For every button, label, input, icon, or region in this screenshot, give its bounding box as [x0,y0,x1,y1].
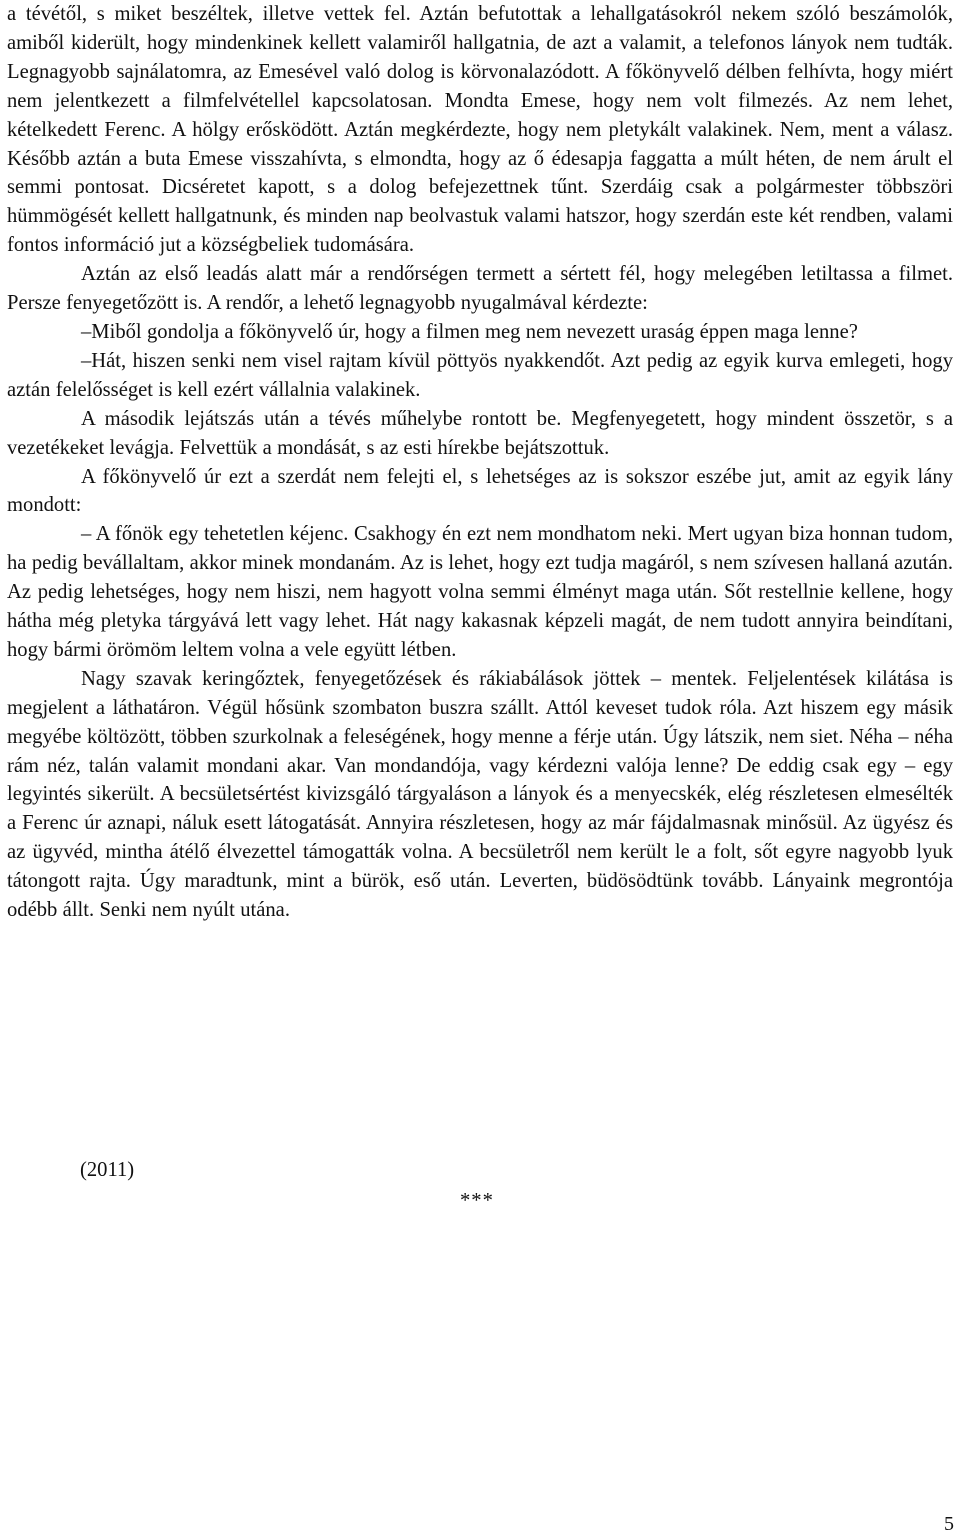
paragraph-2: Aztán az első leadás alatt már a rendőrségen termett a sértett fél, hogy melegében letiltassa a filmet. Persze fenyegetőzött is. A rendőr, a lehető legnagyobb nyugalmával kérdezte: [7,263,953,315]
paragraph-7: – A főnök egy tehetetlen kéjenc. Csakhogy én ezt nem mondhatom neki. Mert ugyan biza honnan tudom, ha pedig bevállaltam, akkor minek mondanám. Az is lehet, hogy ezt tudja magáról, s nem szívesen hallaná azután. Az pedig lehetséges, hogy nem hiszi, nem hagyott volna semmi élményt maga után. Sőt restellnie kellene, hogy hátha még pletyka tárgyává lett vagy lehet. Hát nagy kakasnak képzeli magát, de nem tudott annyira beindítani, hogy bármi örömöm leltem volna a vele együtt létben. [7,523,953,661]
page-number: 5 [944,1513,954,1535]
paragraph-6: A főkönyvelő úr ezt a szerdát nem felejti el, s lehetséges az is sokszor eszébe jut, amit az egyik lány mondott: [7,465,953,517]
paragraph-1: a tévétől, s miket beszéltek, illetve vettek fel. Aztán befutottak a lehallgatásokról nekem szóló beszámolók, amiből kiderült, hogy mindenkinek kellett valamiről hallgatnia, de azt a valamit, a telefonos lányok nem tudták. Legnagyobb sajnálatomra, az Emesével való dolog is körvonalazódott. A főkönyvelő délben felhívta, hogy miért nem jelentkezett a filmfelvétellel kapcsolatosan. Mondta Emese, hogy nem volt filmezés. Az nem lehet, kételkedett Ferenc. A hölgy erősködött. Aztán megkérdezte, hogy nem pletykált valakinek. Nem, ment a válasz. Később aztán a buta Emese visszahívta, s elmondta, hogy az ő édesapja faggatta a múlt héten, de nem árult el semmi pontosat. Dicséretet kapott, s a dolog befejezettnek tűnt. Szerdáig csak a polgármester többszöri hümmögését kellett hallgatnunk, és minden nap beolvastuk valami hatszor, hogy szerdán este két rendben, valami fontos információ jut a községbeliek tudomására. [7,3,953,257]
paragraph-4: –Hát, hiszen senki nem visel rajtam kívül pöttyös nyakkendőt. Azt pedig az egyik kurva emlegeti, hogy aztán felelősséget is kell ezért vállalnia valakinek. [7,349,953,401]
section-separator: *** [460,1190,494,1212]
paragraph-8: Nagy szavak keringőztek, fenyegetőzések és rákiabálások jöttek – mentek. Feljelentések kilátása is megjelent a láthatáron. Végül hősünk szombaton buszra szállt. Attól keveset tudok róla. Azt hiszem egy másik megyébe költözött, többen szurkolnak a feleségének, hogy menne a férje után. Úgy látszik, nem siet. Néha – néha rám néz, talán valamit mondani akar. Van mondandója, vagy kérdezni valója lenne? De eddig csak egy – egy legyintés sikerült. A becsületsértést kivizsgáló tárgyaláson a lányok és a menyecskék, elég részletesen elmesélték a Ferenc úr aznapi, náluk esett látogatását. Annyira részletesen, hogy az már fájdalmasnak minősül. Az ügyész és az ügyvéd, mintha átélő élvezettel támogatták volna. A becsületről nem került le a folt, sőt egyre nagyobb lyuk tátongott rajta. Úgy maradtunk, mint a bürök, eső után. Leverten, büdösödtünk tovább. Lányaink megrontója odébb állt. Senki nem nyúlt utána. [7,667,953,922]
date-line: (2011) [80,1159,135,1181]
paragraph-5: A második lejátszás után a tévés műhelybe rontott be. Megfenyegetett, hogy mindent összetör, s a vezetékeket levágja. Felvettük a mondását, s az esti hírekbe bejátszottuk. [7,407,953,459]
document-page [7,0,953,925]
paragraph-3: –Miből gondolja a főkönyvelő úr, hogy a filmen meg nem nevezett uraság éppen maga lenne? [81,320,858,343]
